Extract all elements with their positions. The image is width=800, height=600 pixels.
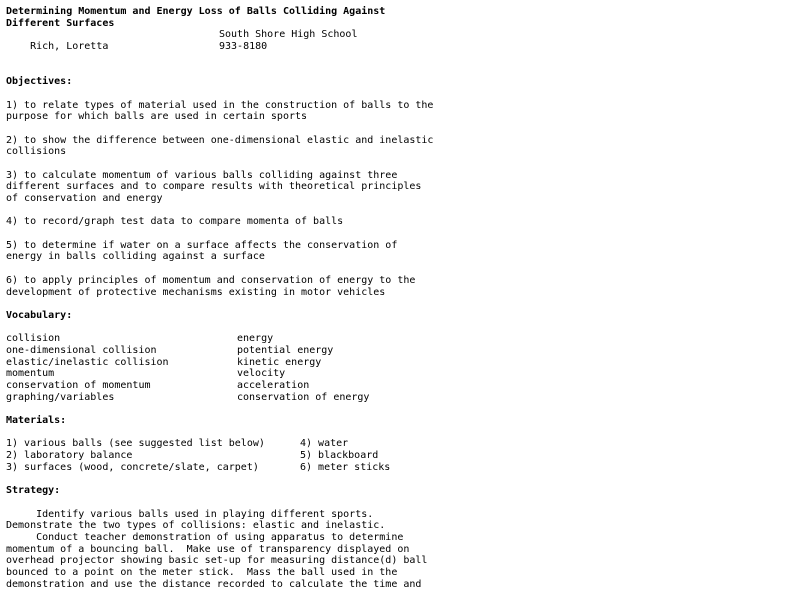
material-item: 5) blackboard <box>300 450 379 462</box>
material-item: 6) meter sticks <box>300 461 391 473</box>
vocab-term: graphing/variables <box>6 391 115 403</box>
title-line-2: Different Surfaces <box>6 17 115 29</box>
objective-item <box>6 240 796 263</box>
objective-line: purpose for which balls are used in certain sports <box>6 111 308 123</box>
objective-line: different surfaces and to compare results with theoretical principles <box>6 181 422 193</box>
strategy-line: demonstration and use the distance recorded to calculate the time and <box>6 578 422 590</box>
vocab-term: elastic/inelastic collision <box>6 356 169 368</box>
title-line-1: Determining Momentum and Energy Loss of Balls Colliding Against <box>6 6 386 17</box>
vocab-term: conservation of momentum <box>6 380 151 391</box>
author-name: Rich, Loretta <box>30 41 109 53</box>
objective-line: 6) to apply principles of momentum and conservation of energy to the <box>6 274 416 286</box>
strategy-line: bounced to a point on the meter stick. Mass the ball used in the <box>6 567 398 578</box>
vocab-term: velocity <box>237 368 286 380</box>
phone-row <box>6 41 796 53</box>
strategy-line: Conduct teacher demonstration of using apparatus to determine <box>6 531 404 543</box>
vocabulary-heading: Vocabulary: <box>6 309 73 321</box>
materials-heading: Materials: <box>6 415 67 427</box>
strategy-line: overhead projector showing basic set-up for measuring distance(d) ball <box>6 555 428 567</box>
materials-row <box>6 438 796 450</box>
objective-item <box>6 275 796 298</box>
vocab-term: energy <box>237 333 274 345</box>
vocabulary-row <box>6 392 796 404</box>
objective-item <box>6 100 796 123</box>
material-item: 1) various balls (see suggested list below) <box>6 438 265 450</box>
vocabulary-row <box>6 357 796 369</box>
vocab-term: momentum <box>6 368 55 380</box>
strategy-line: Demonstrate the two types of collisions: elastic and inelastic. <box>6 520 386 532</box>
vocab-term: acceleration <box>237 380 310 391</box>
objective-line: 5) to determine if water on a surface affects the conservation of <box>6 239 398 251</box>
objective-line: of conservation and energy <box>6 193 163 204</box>
objective-line: energy in balls colliding against a surface <box>6 251 265 263</box>
vocabulary-row <box>6 380 796 392</box>
objectives-heading: Objectives: <box>6 76 73 88</box>
objective-item <box>6 135 796 158</box>
objective-line: 3) to calculate momentum of various balls colliding against three <box>6 169 398 181</box>
material-item: 4) water <box>300 438 349 450</box>
material-item: 2) laboratory balance <box>6 450 133 462</box>
objective-item <box>6 216 796 228</box>
objective-line: 1) to relate types of material used in the construction of balls to the <box>6 99 434 111</box>
materials-row <box>6 450 796 462</box>
strategy-line: momentum of a bouncing ball. Make use of transparency displayed on <box>6 543 410 555</box>
objective-line: 2) to show the difference between one-dimensional elastic and inelastic <box>6 134 434 146</box>
vocab-term: kinetic energy <box>237 356 322 368</box>
vocabulary-row <box>6 368 796 380</box>
objective-line: 4) to record/graph test data to compare momenta of balls <box>6 216 344 228</box>
vocab-term: potential energy <box>237 344 334 356</box>
vocab-term: conservation of energy <box>237 391 370 403</box>
school-name: South Shore High School <box>219 29 358 41</box>
vocabulary-row <box>6 345 796 357</box>
material-item: 3) surfaces (wood, concrete/slate, carpet) <box>6 461 259 473</box>
school-phone: 933-8180 <box>219 41 268 53</box>
objective-item <box>6 170 796 205</box>
materials-row <box>6 462 796 474</box>
strategy-heading: Strategy: <box>6 485 61 497</box>
objective-line: collisions <box>6 146 67 158</box>
vocabulary-row <box>6 333 796 345</box>
strategy-line: Identify various balls used in playing different sports. <box>6 508 374 520</box>
objective-line: development of protective mechanisms existing in motor vehicles <box>6 286 386 298</box>
vocab-term: one-dimensional collision <box>6 344 157 356</box>
document-page <box>6 6 796 590</box>
vocab-term: collision <box>6 333 61 345</box>
